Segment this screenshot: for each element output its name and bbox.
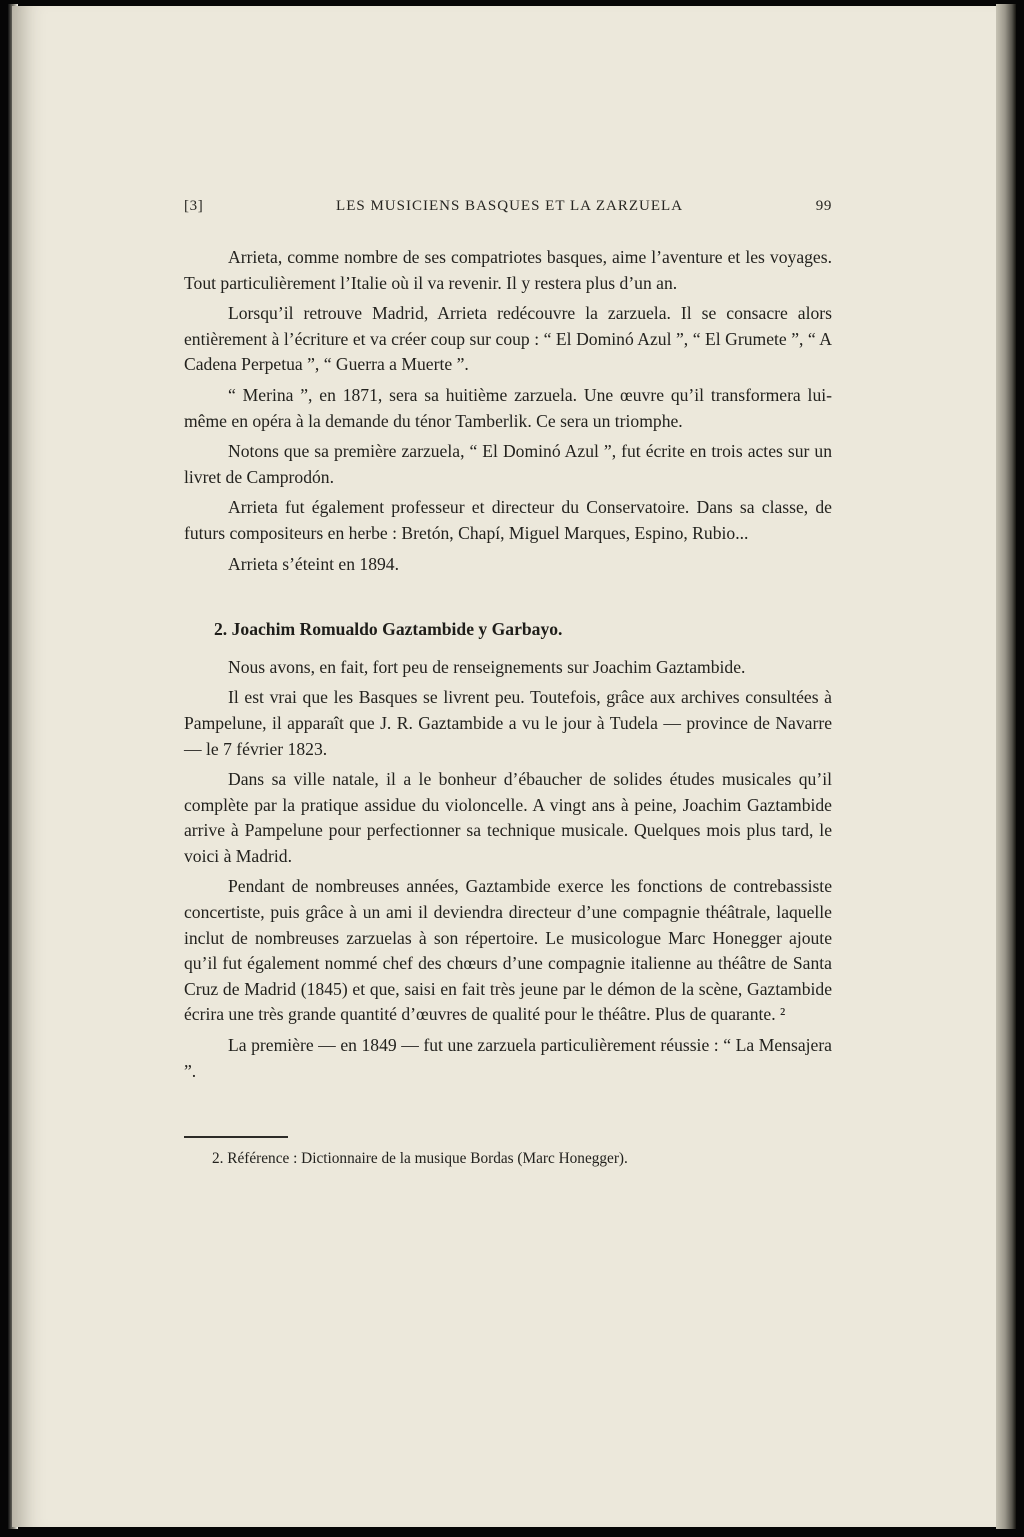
paragraph: Arrieta, comme nombre de ses compatriotes basques, aime l’aventure et les voyages. Tout particulièrement l’Italie où il va revenir. Il y restera plus d’un an. <box>184 247 832 293</box>
footnote-divider <box>184 1136 288 1138</box>
paragraph: Arrieta s’éteint en 1894. <box>228 553 399 574</box>
header-bracket-number: [3] <box>184 198 204 214</box>
paragraph: Dans sa ville natale, il a le bonheur d’ébaucher de solides études musicales qu’il complète par la pratique assidue du violoncelle. A vingt ans à peine, Joachim Gaztambide arrive à Pampelune pour perfectionner sa technique musicale. Quelques mois plus tard, le voici à Madrid. <box>184 769 832 866</box>
body-text <box>184 245 832 1084</box>
footnote-block <box>184 1136 832 1170</box>
paragraph: Il est vrai que les Basques se livrent peu. Toutefois, grâce aux archives consultées à Pampelune, il apparaît que J. R. Gaztambide a vu le jour à Tudela — province de Navarre — le 7 février 1823. <box>184 687 832 759</box>
page-number: 99 <box>815 198 832 214</box>
running-head <box>184 198 832 215</box>
paragraph: Nous avons, en fait, fort peu de renseignements sur Joachim Gaztambide. <box>228 656 746 677</box>
running-title: LES MUSICIENS BASQUES ET LA ZARZUELA <box>336 198 684 214</box>
book-page <box>12 6 998 1527</box>
paragraph: “ Merina ”, en 1871, sera sa huitième zarzuela. Une œuvre qu’il transformera lui-même en opéra à la demande du ténor Tamberlik. Ce sera un triomphe. <box>184 384 832 431</box>
section-heading: 2. Joachim Romualdo Gaztambide y Garbayo. <box>214 619 563 640</box>
page-stack-right-edge <box>996 4 1016 1529</box>
footnote-text: 2. Référence : Dictionnaire de la musique Bordas (Marc Honegger). <box>212 1150 628 1168</box>
paragraph: Lorsqu’il retrouve Madrid, Arrieta redécouvre la zarzuela. Il se consacre alors entièrement à l’écriture et va créer coup sur coup : “ El Dominó Azul ”, “ El Grumete ”, “ A Cadena Perpetua ”, “ Guerra a Muerte ”. <box>184 303 832 375</box>
paragraph: La première — en 1849 — fut une zarzuela particulièrement réussie : “ La Mensajera ”. <box>184 1035 832 1081</box>
paragraph: Arrieta fut également professeur et directeur du Conservatoire. Dans sa classe, de futurs compositeurs en herbe : Bretón, Chapí, Miguel Marques, Espino, Rubio... <box>184 497 832 543</box>
text-block <box>184 198 832 1170</box>
paragraph: Pendant de nombreuses années, Gaztambide exerce les fonctions de contrebassiste concertiste, puis grâce à un ami il deviendra directeur d’une compagnie théâtrale, laquelle inclut de nombreuses zarzuelas à son répertoire. Le musicologue Marc Honegger ajoute qu’il fut également nommé chef des chœurs d’une compagnie italienne au théâtre de Santa Cruz de Madrid (1845) et que, saisi en fait très jeune par le démon de la scène, Gaztambide écrira une très grande quantité d’œuvres de qualité pour le théâtre. Plus de quarante. ² <box>184 876 832 1025</box>
paragraph: Notons que sa première zarzuela, “ El Dominó Azul ”, fut écrite en trois actes sur un livret de Camprodón. <box>184 441 832 487</box>
